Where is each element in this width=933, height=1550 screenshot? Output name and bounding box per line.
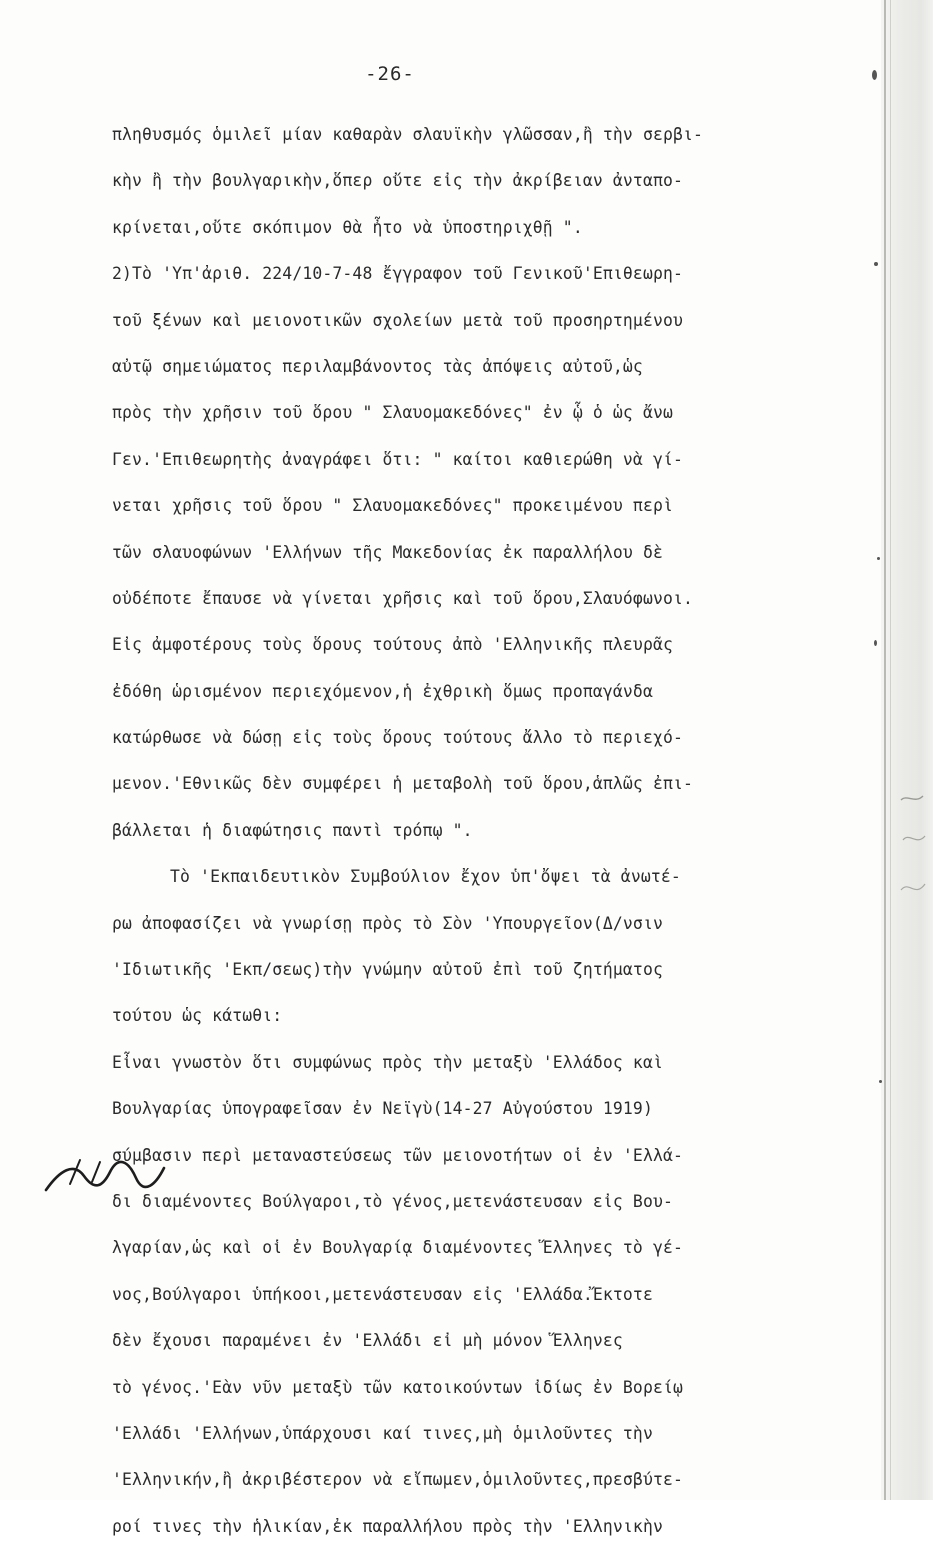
page-edge-shadow [881,0,933,1500]
text-line: βάλλεται ἡ διαφώτησις παντὶ τρόπῳ ". [112,820,473,840]
text-line: πληθυσμός ὁμιλεῖ μίαν καθαρὰν σλαυϊκὴν γλῶσσαν,ἢ τὴν σερβι- [112,125,704,144]
ink-speck [874,262,878,266]
text-line: κατώρθωσε νὰ δώσῃ εἰς τοὺς ὅρους τούτους ἄλλο τὸ περιεχό- [112,728,684,748]
text-line: ἐδόθη ὡρισμένον περιεχόμενον,ἡ ἐχθρικὴ ὅμως προπαγάνδα [112,681,653,701]
text-line: 2)Τὸ 'Υπ'ἀριθ. 224/10-7-48 ἔγγραφον τοῦ Γενικοῦ'Επιθεωρη- [112,264,684,284]
text-line: οὐδέποτε ἔπαυσε νὰ γίνεται χρῆσις καὶ τοῦ ὅρου,Σλαυόφωνοι. [112,588,694,608]
text-line: κὴν ἢ τὴν βουλγαρικὴν,ὅπερ οὔτε εἰς τὴν ἀκρίβειαν ἀνταπο- [112,171,684,191]
text-line: ρω ἀποφασίζει νὰ γνωρίσῃ πρὸς τὸ Σὸν 'Υπουργεῖον(Δ/νσιν [112,913,663,933]
text-line: δι διαμένοντες Βούλγαροι,τὸ γένος,μετενάστευσαν εἰς Βου- [112,1191,674,1211]
text-line-paragraph-start: Τὸ 'Εκπαιδευτικὸν Συμβούλιον ἔχον ὑπ'ὄψει τὰ ἀνωτέ- [170,867,681,887]
ink-speck [877,557,880,560]
ink-speck [872,70,877,80]
text-line: αὐτῷ σημειώματος περιλαμβάνοντος τὰς ἀπόψεις αὐτοῦ,ὡς [112,356,643,376]
page-edge-line-inner [890,0,891,1500]
text-line: Εἰς ἀμφοτέρους τοὺς ὅρους τούτους ἀπὸ 'Ελληνικῆς πλευρᾶς [112,635,674,655]
text-line: λγαρίαν,ὡς καὶ οἱ ἐν Βουλγαρίᾳ διαμένοντες Ἕλληνες τὸ γέ- [112,1238,684,1258]
typed-text-block [112,112,840,1550]
page-number: -26- [365,63,415,85]
text-line: κρίνεται,οὔτε σκόπιμον θὰ ἦτο νὰ ὑποστηριχθῇ ". [112,217,583,237]
text-line: νεται χρῆσις τοῦ ὅρου " Σλαυομακεδόνες" προκειμένου περὶ [112,496,674,516]
text-line: 'Ελλάδι 'Ελλήνων,ὑπάρχουσι καί τινες,μὴ ὁμιλοῦντες τὴν [112,1423,653,1443]
text-line: 'Ελληνικήν,ἢ ἀκριβέστερον νὰ εἴπωμεν,ὁμιλοῦντες,πρεσβύτε- [112,1470,684,1490]
text-line: τὸ γένος.'Εὰν νῦν μεταξὺ τῶν κατοικούντων ἰδίως ἐν Βορείῳ [112,1377,684,1397]
margin-faint-marks [895,780,933,920]
text-line: τούτου ὡς κάτωθι: [112,1006,283,1026]
text-line: τῶν σλαυοφώνων 'Ελλήνων τῆς Μακεδονίας ἐκ παραλλήλου δὲ [112,542,663,562]
text-line: Βουλγαρίας ὑπογραφεῖσαν ἐν Νεϊγὺ(14-27 Αὐγούστου 1919) [112,1099,653,1119]
text-line: ροί τινες τὴν ἡλικίαν,ἐκ παραλλήλου πρὸς τὴν 'Ελληνικὴν [112,1516,663,1536]
text-line: Γεν.'Επιθεωρητὴς ἀναγράφει ὅτι: " καίτοι καθιερώθη νὰ γί- [112,449,684,469]
text-line: Εἶναι γνωστὸν ὅτι συμφώνως πρὸς τὴν μεταξὺ 'Ελλάδος καὶ [112,1052,663,1072]
text-line: μενον.'Εθνικῶς δὲν συμφέρει ἡ μεταβολὴ τοῦ ὅρου,ἁπλῶς ἐπι- [112,774,694,794]
ink-speck [874,640,877,646]
handwritten-margin-scribble [40,1150,190,1200]
ink-speck [879,1080,882,1083]
text-line: νος,Βούλγαροι ὑπήκοοι,μετενάστευσαν εἰς 'Ελλάδα.Ἔκτοτε [112,1284,653,1304]
text-line: σύμβασιν περὶ μεταναστεύσεως τῶν μειονοτήτων οἱ ἐν 'Ελλά- [112,1145,684,1165]
text-line: πρὸς τὴν χρῆσιν τοῦ ὅρου " Σλαυομακεδόνες" ἐν ᾧ ὁ ὡς ἄνω [112,403,674,423]
text-line: τοῦ ξένων καὶ μειονοτικῶν σχολείων μετὰ τοῦ προσηρτημένου [112,310,684,330]
page-edge-line [884,0,886,1500]
text-line: δὲν ἔχουσι παραμένει ἐν 'Ελλάδι εἰ μὴ μόνον Ἕλληνες [112,1331,623,1351]
text-line: 'Ιδιωτικῆς 'Εκπ/σεως)τὴν γνώμην αὐτοῦ ἐπὶ τοῦ ζητήματος [112,960,663,980]
